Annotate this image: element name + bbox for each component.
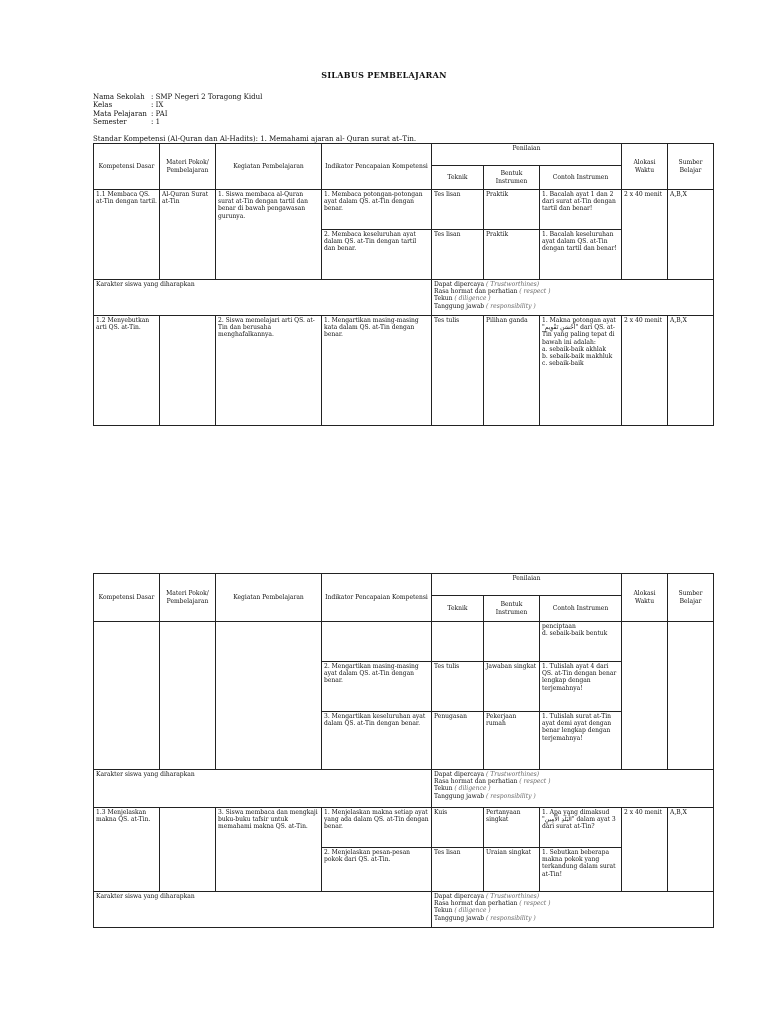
indikator-cell: 1. Mengartikan masing-masing kata dalam QS. at-Tin dengan benar.: [322, 316, 432, 426]
info-key: Semester: [93, 117, 127, 126]
document-title: SILABUS PEMBELAJARAN: [321, 70, 447, 80]
teknik-cell: Tes lisan: [432, 230, 484, 280]
header-penilaian: Penilaian: [432, 144, 622, 166]
karakter-item: Rasa hormat dan perhatian ( respect ): [434, 900, 551, 908]
info-row: [93, 110, 262, 118]
teknik-cell: [432, 622, 484, 662]
karakter-item: Dapat dipercaya ( Trustworthines): [434, 893, 540, 900]
bentuk-cell: Pilihan ganda: [484, 316, 540, 426]
indikator-cell: 3. Mengartikan keseluruhan ayat dalam QS. at-Tin dengan benar.: [322, 712, 432, 770]
kd-cell: [94, 622, 160, 770]
materi-cell: [160, 808, 216, 892]
contoh-cell: 1. Bacalah ayat 1 dan 2 dari surat at-Tin dengan tartil dan benar!: [540, 190, 622, 230]
header-teknik: Teknik: [432, 596, 484, 622]
contoh-cell: 1. Bacalah keseluruhan ayat dalam QS. at-Tin dengan tartil dan benar!: [540, 230, 622, 280]
indikator-cell: 1. Menjelaskan makna setiap ayat yang ada dalam QS. at-Tin dengan benar.: [322, 808, 432, 848]
sumber-cell: A,B,X: [668, 808, 714, 892]
option-item: d. sebaik-baik bentuk: [542, 630, 608, 638]
contoh-cell: 1. Apa yang dimaksud "الْبَلَدِ الْأَمِينِ" dalam ayat 3 dari surat at-Tin?: [540, 808, 622, 848]
karakter-item: Tekun ( diligence ): [434, 785, 491, 793]
header-penilaian: Penilaian: [432, 574, 622, 596]
header-kegiatan: Kegiatan Pembelajaran: [216, 574, 322, 622]
bentuk-cell: Praktik: [484, 190, 540, 230]
kegiatan-cell: 1. Siswa membaca al-Quran surat at-Tin dengan tartil dan benar di bawah pengawasan gurunya.: [216, 190, 322, 280]
header-kegiatan: Kegiatan Pembelajaran: [216, 144, 322, 190]
karakter-label: Karakter siswa yang diharapkan: [94, 892, 432, 928]
contoh-cell: 1. Tulislah surat at-Tin ayat demi ayat dengan benar lengkap dengan terjemahnya!: [540, 712, 622, 770]
kd-cell: 1.2 Menyebutkan arti QS. at-Tin.: [94, 316, 160, 426]
contoh-cell: 1. Sebutkan beberapa makna pokok yang terkandung dalam surat at-Tin!: [540, 848, 622, 892]
indikator-cell: 2. Mengartikan masing-masing ayat dalam QS. at-Tin dengan benar.: [322, 662, 432, 712]
syllabus-table-1: [93, 143, 714, 426]
header-alokasi: Alokasi Waktu: [622, 144, 668, 190]
header-materi: Materi Pokok/ Pembelajaran: [160, 144, 216, 190]
kegiatan-cell: [216, 622, 322, 770]
info-row: [93, 93, 262, 101]
header-sumber: Sumber Belajar: [668, 574, 714, 622]
bentuk-cell: [484, 622, 540, 662]
contoh-cell: 1. Tulislah ayat 4 dari QS. at-Tin dengan benar lengkap dengan terjemahnya!: [540, 662, 622, 712]
school-info: [93, 93, 262, 126]
info-row: [93, 118, 262, 126]
indikator-cell: 2. Menjelaskan pesan-pesan pokok dari QS. at-Tin.: [322, 848, 432, 892]
contoh-cell: 1. Makna potongan ayat "أَحْسَنِ تَقْوِيمٍ" dari QS. at-Tin yang paling tepat di bawah ini adalah: a. sebaik-baik akhlak b. sebaik-baik makhluk c. sebaik-baik: [540, 316, 622, 426]
bentuk-cell: Pekerjaan rumah: [484, 712, 540, 770]
info-value: : IX: [151, 101, 164, 110]
header-kd: Kompetensi Dasar: [94, 574, 160, 622]
header-alokasi: Alokasi Waktu: [622, 574, 668, 622]
indikator-cell: 2. Membaca keseluruhan ayat dalam QS. at-Tin dengan tartil dan benar.: [322, 230, 432, 280]
header-contoh: Contoh Instrumen: [540, 166, 622, 190]
teknik-cell: Tes lisan: [432, 848, 484, 892]
info-value: : SMP Negeri 2 Toragong Kidul: [151, 93, 263, 101]
materi-cell: [160, 316, 216, 426]
standar-kompetensi: Standar Kompetensi (Al-Quran dan Al-Hadits): 1. Memahami ajaran al- Quran surat at–Tin.: [93, 135, 417, 143]
info-value: : PAI: [151, 109, 168, 118]
alokasi-cell: 2 x 40 menit: [622, 808, 668, 892]
karakter-list: [432, 280, 714, 316]
header-teknik: Teknik: [432, 166, 484, 190]
info-key: Mata Pelajaran: [93, 109, 147, 118]
option-item: c. sebaik-baik: [542, 360, 584, 368]
karakter-list: [432, 770, 714, 808]
alokasi-cell: 2 x 40 menit: [622, 316, 668, 426]
karakter-item: Tekun ( diligence ): [434, 907, 491, 915]
karakter-item: Dapat dipercaya ( Trustworthines): [434, 281, 540, 288]
info-key: Nama Sekolah: [93, 93, 145, 101]
karakter-label: Karakter siswa yang diharapkan: [94, 770, 432, 808]
alokasi-cell: 2 x 40 menit: [622, 190, 668, 280]
header-sumber: Sumber Belajar: [668, 144, 714, 190]
sumber-cell: [668, 622, 714, 770]
karakter-item: Rasa hormat dan perhatian ( respect ): [434, 288, 551, 296]
kd-cell: 1.1 Membaca QS. at-Tin dengan tartil.: [94, 190, 160, 280]
karakter-item: Dapat dipercaya ( Trustworthines): [434, 771, 540, 778]
materi-cell: Al-Quran Surat at-Tin: [160, 190, 216, 280]
bentuk-cell: Jawaban singkat: [484, 662, 540, 712]
header-contoh: Contoh Instrumen: [540, 596, 622, 622]
info-row: [93, 101, 262, 109]
karakter-item: Tanggung jawab ( responsibility ): [434, 914, 536, 922]
header-materi: Materi Pokok/ Pembelajaran: [160, 574, 216, 622]
karakter-item: Tanggung jawab ( responsibility ): [434, 302, 536, 310]
indikator-cell: 1. Membaca potongan-potongan ayat dalam QS. at-Tin dengan benar.: [322, 190, 432, 230]
karakter-item: Tekun ( diligence ): [434, 295, 491, 303]
indikator-cell: [322, 622, 432, 662]
materi-cell: [160, 622, 216, 770]
kegiatan-cell: 3. Siswa membaca dan mengkaji buku-buku tafsir untuk memahami makna QS. at-Tin.: [216, 808, 322, 892]
header-bentuk: Bentuk Instrumen: [484, 166, 540, 190]
header-bentuk: Bentuk Instrumen: [484, 596, 540, 622]
bentuk-cell: Praktik: [484, 230, 540, 280]
header-indikator: Indikator Pencapaian Kompetensi: [322, 144, 432, 190]
contoh-cell: penciptaan d. sebaik-baik bentuk: [540, 622, 622, 662]
kegiatan-cell: 2. Siswa memelajari arti QS. at-Tin dan berusaha menghafalkannya.: [216, 316, 322, 426]
syllabus-table-2: [93, 573, 714, 928]
sumber-cell: A,B,X: [668, 316, 714, 426]
bentuk-cell: Pertanyaan singkat: [484, 808, 540, 848]
option-item: a. sebaik-baik akhlak: [542, 345, 607, 353]
bentuk-cell: Uraian singkat: [484, 848, 540, 892]
teknik-cell: Tes tulis: [432, 316, 484, 426]
karakter-item: Rasa hormat dan perhatian ( respect ): [434, 778, 551, 786]
karakter-label: Karakter siswa yang diharapkan: [94, 280, 432, 316]
kd-cell: 1.3 Menjelaskan makna QS. at-Tin.: [94, 808, 160, 892]
teknik-cell: Tes tulis: [432, 662, 484, 712]
karakter-item: Tanggung jawab ( responsibility ): [434, 792, 536, 800]
alokasi-cell: [622, 622, 668, 770]
header-kd: Kompetensi Dasar: [94, 144, 160, 190]
sumber-cell: A,B,X: [668, 190, 714, 280]
header-indikator: Indikator Pencapaian Kompetensi: [322, 574, 432, 622]
teknik-cell: Kuis: [432, 808, 484, 848]
teknik-cell: Penugasan: [432, 712, 484, 770]
info-key: Kelas: [93, 101, 113, 110]
karakter-list: [432, 892, 714, 928]
option-item: b. sebaik-baik makhluk: [542, 353, 613, 361]
teknik-cell: Tes lisan: [432, 190, 484, 230]
info-value: : 1: [151, 117, 161, 126]
